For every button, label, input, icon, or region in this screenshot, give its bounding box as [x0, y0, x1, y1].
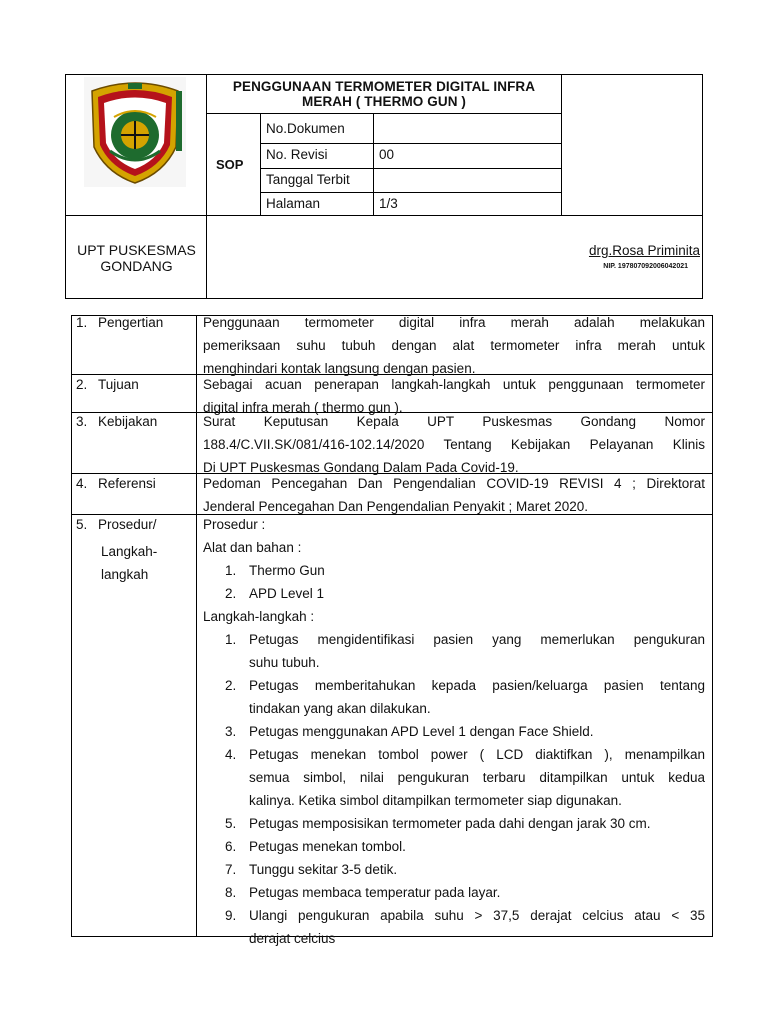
list-item: 2. APD Level 1 — [225, 586, 325, 601]
list-item: 2. Petugas memberitahukan kepada pasien/keluarga pasien tentang tindakan yang akan dilakukan. — [225, 678, 705, 716]
list-item: 8. Petugas membaca temperatur pada layar. — [225, 885, 501, 900]
section-text-prosedur — [203, 513, 705, 950]
alat-heading: Alat dan bahan : — [203, 540, 302, 555]
list-item: 4. Petugas menekan tombol power ( LCD diaktifkan ), menampilkan semua simbol, nilai pengukuran terbaru ditampilkan untuk kedua kalinya. Ketika simbol ditampilkan termometer siap digunakan. — [225, 747, 705, 808]
signatory-nip: NIP. 197807092006042021 — [603, 263, 688, 270]
section-label-pengertian: 1. Pengertian — [76, 315, 164, 330]
sop-label: SOP — [216, 157, 244, 172]
prosedur-heading: Prosedur : — [203, 517, 266, 532]
section-text-pengertian: Penggunaan termometer digital infra merah adalah melakukan pemeriksaan suhu tubuh dengan alat termometer infra merah untuk menghindari kontak langsung dengan pasien. — [203, 315, 705, 376]
list-item: 1. Petugas mengidentifikasi pasien yang memerlukan pengukuran suhu tubuh. — [225, 632, 705, 670]
meta-label-no-revisi: No. Revisi — [266, 147, 328, 162]
regency-emblem-logo — [84, 77, 186, 187]
section-label-prosedur: 5. Prosedur/ — [76, 517, 157, 532]
meta-label-tanggal-terbit: Tanggal Terbit — [266, 172, 350, 187]
meta-value-halaman: 1/3 — [379, 196, 398, 211]
logo-cell — [66, 75, 207, 216]
section-text-kebijakan: Surat Keputusan Kepala UPT Puskesmas Gondang Nomor 188.4/C.VII.SK/081/416-102.14/2020 Tentang Kebijakan Pelayanan Klinis Di UPT Puskesmas Gondang Dalam Pada Covid-19. — [203, 414, 705, 475]
sop-content-table — [71, 315, 713, 946]
meta-label-halaman: Halaman — [266, 196, 321, 211]
organization-name: UPT PUSKESMAS GONDANG — [77, 242, 196, 274]
section-label-kebijakan: 3. Kebijakan — [76, 414, 158, 429]
list-item: 7. Tunggu sekitar 3-5 detik. — [225, 862, 398, 877]
meta-value-no-revisi: 00 — [379, 147, 395, 162]
section-text-tujuan: Sebagai acuan penerapan langkah-langkah untuk penggunaan termometer digital infra merah ( thermo gun ). — [203, 377, 705, 415]
list-item: 3. Petugas menggunakan APD Level 1 dengan Face Shield. — [225, 724, 594, 739]
sop-header-table — [65, 74, 703, 299]
signatory-name: drg.Rosa Priminita — [588, 243, 700, 258]
section-text-referensi: Pedoman Pencegahan Dan Pengendalian COVID-19 REVISI 4 ; Direktorat Jenderal Pencegahan Dan Pengendalian Penyakit ; Maret 2020. — [203, 476, 705, 514]
section-label-referensi: 4. Referensi — [76, 476, 156, 491]
langkah-list — [203, 628, 705, 950]
document-title: PENGGUNAAN TERMOMETER DIGITAL INFRA MERAH ( THERMO GUN ) — [232, 79, 536, 109]
list-item: 6. Petugas menekan tombol. — [225, 839, 406, 854]
alat-list — [203, 559, 705, 605]
list-item: 5. Petugas memposisikan termometer pada dahi dengan jarak 30 cm. — [225, 816, 651, 831]
section-label-tujuan: 2. Tujuan — [76, 377, 139, 392]
meta-label-no-dokumen: No.Dokumen — [266, 121, 345, 136]
list-item: 1. Thermo Gun — [225, 563, 325, 578]
list-item: 9. Ulangi pengukuran apabila suhu > 37,5 derajat celcius atau < 35 derajat celcius — [225, 908, 705, 946]
section-label-langkah-2: langkah — [101, 567, 149, 582]
section-label-langkah-1: Langkah- — [101, 544, 158, 559]
langkah-heading: Langkah-langkah : — [203, 609, 315, 624]
